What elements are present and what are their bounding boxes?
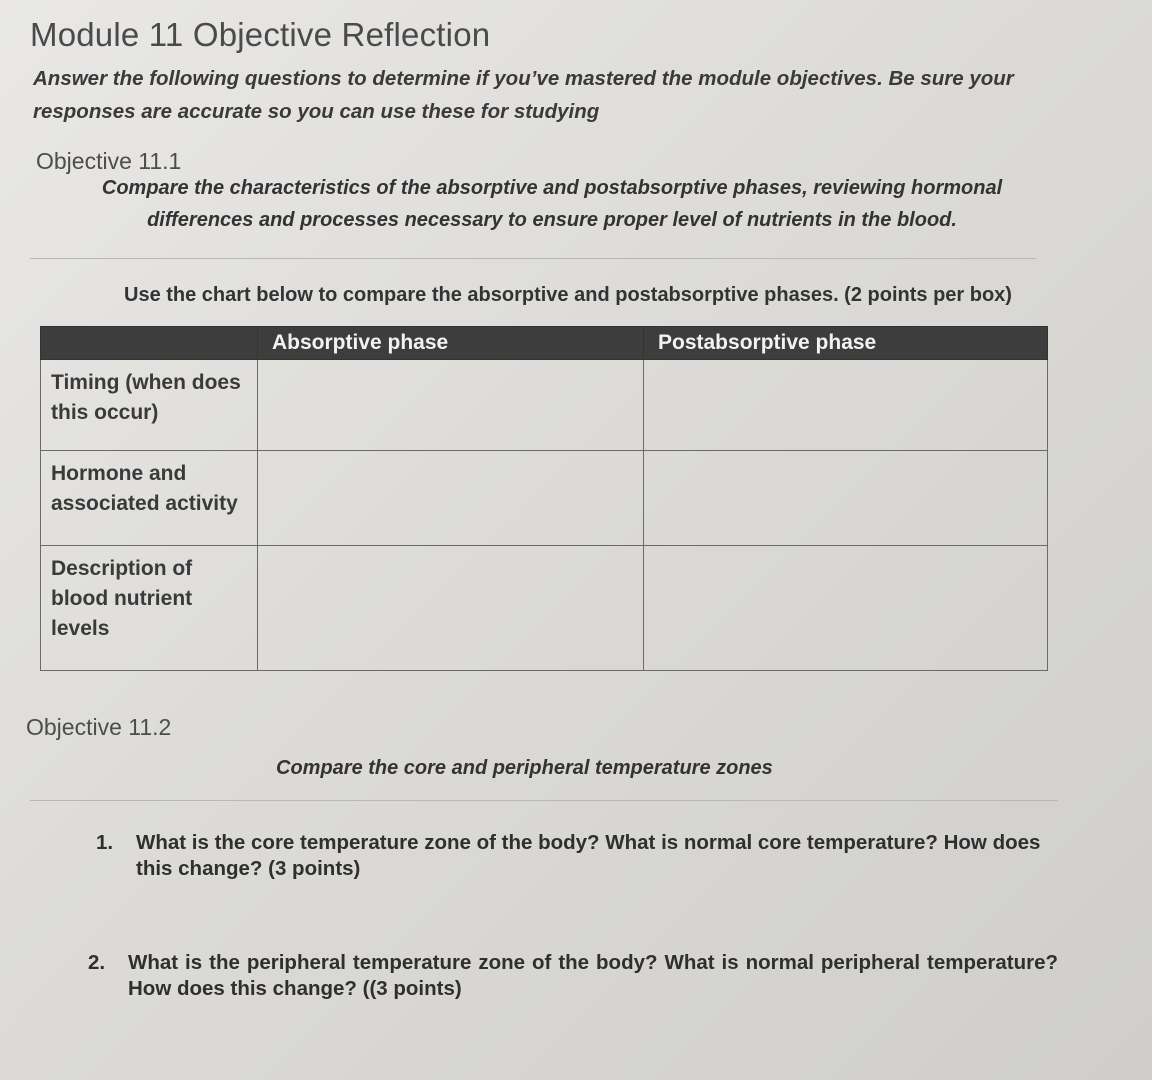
answer-cell-hormone-postabsorptive[interactable] — [644, 451, 1048, 546]
question-text: What is the peripheral temperature zone of the body? What is normal peripheral temperature? How does this change? ((3 points) — [128, 951, 1058, 1000]
comparison-table — [40, 326, 1048, 671]
question-1 — [96, 830, 1076, 882]
table-row — [41, 451, 1048, 546]
objective-2-heading: Objective 11.2 — [26, 714, 172, 740]
objective-1-heading: Objective 11.1 — [36, 148, 182, 174]
table-row — [41, 546, 1048, 671]
answer-cell-timing-postabsorptive[interactable] — [644, 360, 1048, 451]
answer-cell-nutrients-absorptive[interactable] — [258, 546, 644, 671]
answer-cell-nutrients-postabsorptive[interactable] — [644, 546, 1048, 671]
divider — [30, 258, 1036, 259]
intro-text: Answer the following questions to determine if you’ve mastered the module objectives. Be sure your responses are accurate so you can use these for studying — [33, 67, 1014, 123]
header-absorptive: Absorptive phase — [258, 327, 644, 360]
chart-instruction: Use the chart below to compare the absorptive and postabsorptive phases. (2 points per box) — [124, 284, 1012, 306]
table-header-row — [41, 327, 1048, 360]
objective-2-description: Compare the core and peripheral temperature zones — [276, 757, 773, 779]
question-2 — [88, 950, 1078, 1002]
row-label-nutrients: Description of blood nutrient levels — [41, 546, 258, 671]
question-text: What is the core temperature zone of the body? What is normal core temperature? How does this change? (3 points) — [136, 831, 1041, 880]
row-label-timing: Timing (when does this occur) — [41, 360, 258, 451]
question-number: 2. — [88, 951, 106, 974]
page-title: Module 11 Objective Reflection — [30, 16, 491, 53]
header-postabsorptive: Postabsorptive phase — [644, 327, 1048, 360]
divider — [30, 800, 1058, 801]
header-blank — [41, 327, 258, 360]
question-number: 1. — [96, 831, 114, 854]
answer-cell-hormone-absorptive[interactable] — [258, 451, 644, 546]
row-label-hormone: Hormone and associated activity — [41, 451, 258, 546]
objective-1-description: Compare the characteristics of the absorptive and postabsorptive phases, reviewing hormonal differences and processes necessary to ensure proper level of nutrients in the blood. — [101, 177, 1003, 231]
table-row — [41, 360, 1048, 451]
answer-cell-timing-absorptive[interactable] — [258, 360, 644, 451]
